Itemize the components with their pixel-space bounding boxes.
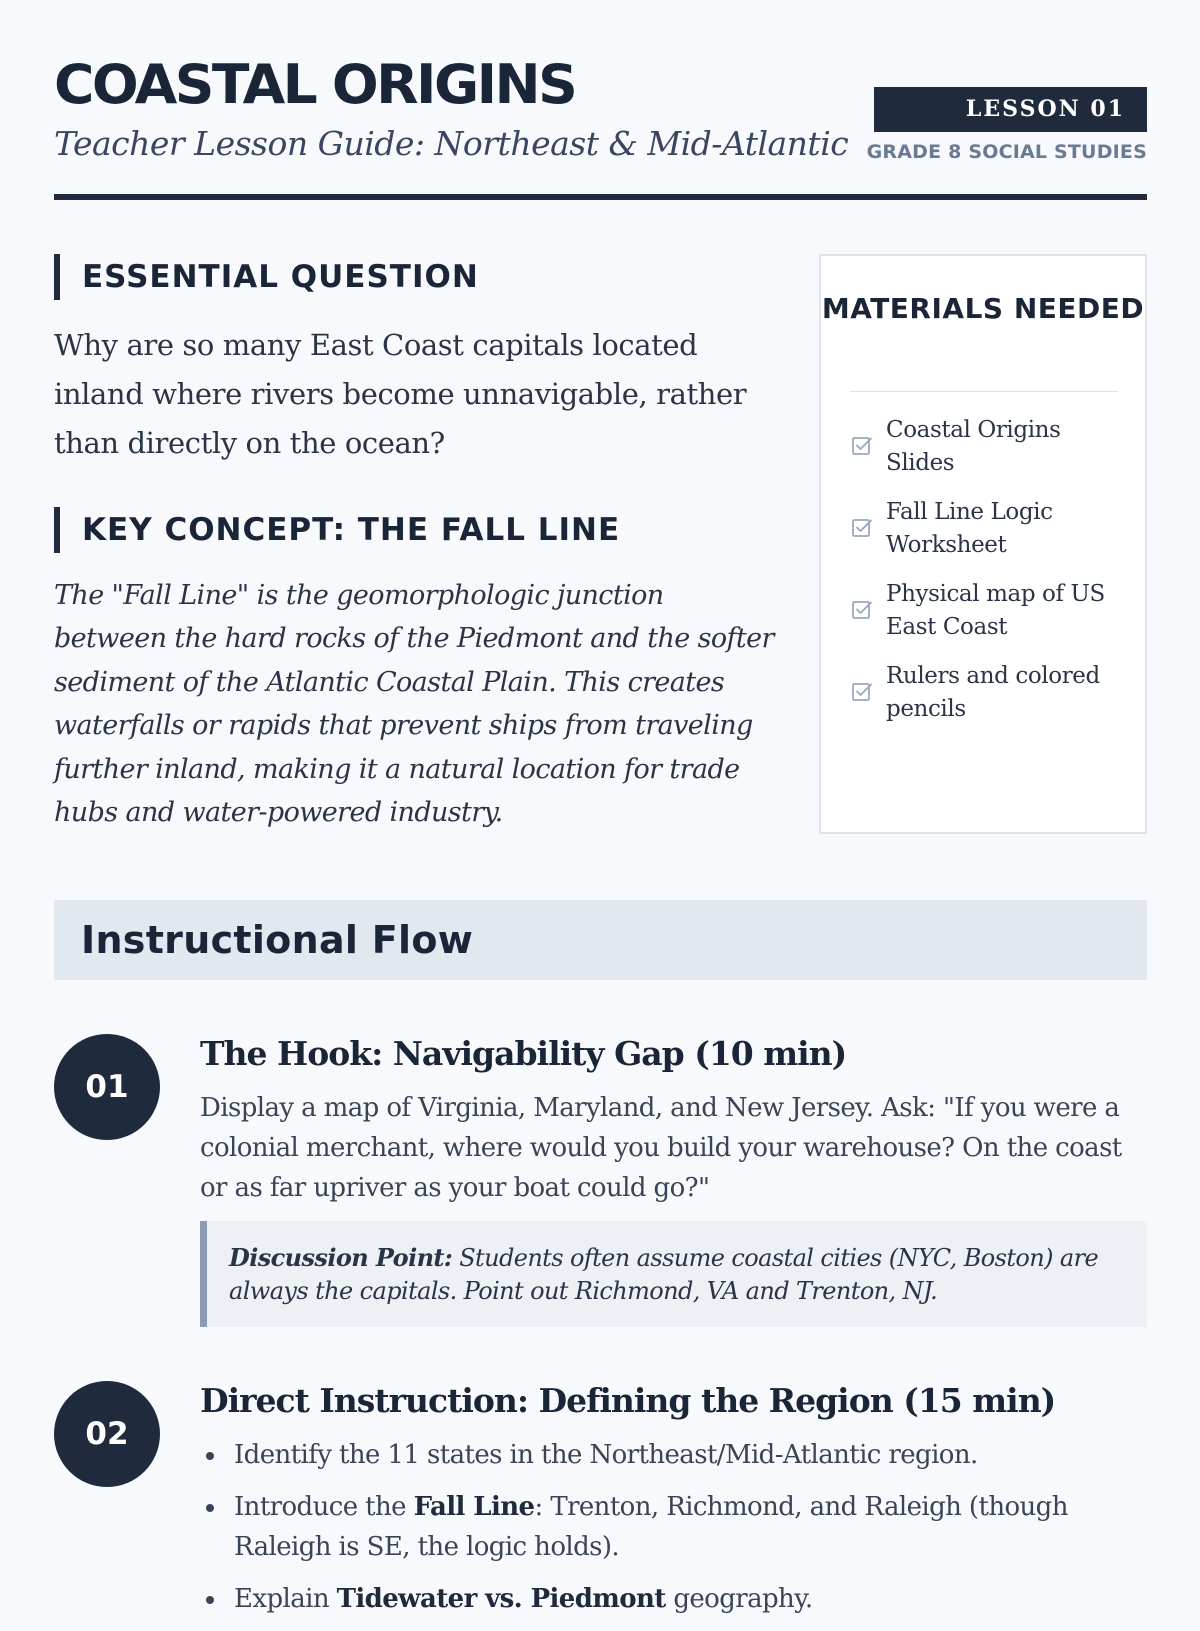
step-number-badge: 01 bbox=[54, 1034, 160, 1140]
discussion-text: Students often assume coastal cities (NYC, Boston) are always the capitals. Point out Richmond, VA and Trenton, NJ. bbox=[229, 1244, 1099, 1305]
step-title: The Hook: Navigability Gap (10 min) bbox=[200, 1034, 847, 1073]
bullet-text: Identify the 11 states in the Northeast/Mid-Atlantic region. bbox=[234, 1440, 978, 1470]
instructional-flow-banner bbox=[54, 900, 1147, 980]
key-concept-heading: KEY CONCEPT: THE FALL LINE bbox=[54, 507, 620, 553]
essential-question-heading: ESSENTIAL QUESTION bbox=[54, 254, 479, 300]
essential-question-text: Why are so many East Coast capitals located inland where rivers become unnavigable, rather than directly on the ocean? bbox=[54, 328, 747, 460]
bullet-emphasis: Fall Line bbox=[413, 1492, 535, 1522]
step-bullet-list bbox=[200, 1435, 1147, 1631]
materials-item-label: Rulers and colored pencils bbox=[886, 663, 1100, 722]
key-concept-text: The "Fall Line" is the geomorphologic junction between the hard rocks of the Piedmont and the softer sediment of the Atlantic Coastal Plain. This creates waterfalls or rapids that prevent ships from traveling further inland, making it a natural location for trade hubs and water-powered industry. bbox=[54, 580, 774, 829]
bullet-text: geography. bbox=[665, 1584, 813, 1614]
bullet-text: : Trenton, Richmond, and Raleigh (though Raleigh is SE, the logic holds). bbox=[234, 1492, 1068, 1562]
materials-title bbox=[821, 256, 1145, 332]
checkbox-icon bbox=[850, 434, 876, 460]
materials-item bbox=[850, 660, 1125, 726]
lesson-badge: LESSON 01 bbox=[874, 87, 1147, 132]
checkbox-icon bbox=[850, 598, 876, 624]
materials-card bbox=[819, 254, 1147, 834]
bullet-item bbox=[200, 1579, 1147, 1619]
checkbox-icon bbox=[850, 516, 876, 542]
page-subtitle: Teacher Lesson Guide: Northeast & Mid-Atlantic bbox=[54, 124, 849, 163]
header-divider bbox=[54, 194, 1147, 200]
materials-divider bbox=[850, 391, 1118, 392]
bullet-emphasis: Tidewater vs. Piedmont bbox=[336, 1584, 666, 1614]
materials-list bbox=[850, 414, 1125, 742]
bullet-item bbox=[200, 1435, 1147, 1475]
checkbox-icon bbox=[850, 680, 876, 706]
discussion-label: Discussion Point: bbox=[229, 1243, 453, 1272]
materials-item-label: Coastal Origins Slides bbox=[886, 417, 1061, 476]
page-title: COASTAL ORIGINS bbox=[54, 53, 576, 116]
materials-item bbox=[850, 496, 1125, 562]
step-title: Direct Instruction: Defining the Region (15 min) bbox=[200, 1381, 1056, 1420]
discussion-callout bbox=[200, 1221, 1147, 1327]
bullet-text: Introduce the bbox=[234, 1492, 414, 1522]
materials-title-text: MATERIALS NEEDED bbox=[821, 292, 1145, 325]
bullet-item bbox=[200, 1487, 1147, 1567]
materials-item-label: Fall Line Logic Worksheet bbox=[886, 499, 1053, 558]
materials-item bbox=[850, 414, 1125, 480]
step-description: Display a map of Virginia, Maryland, and New Jersey. Ask: "If you were a colonial merchant, where would you build your warehouse? On the coast or as far upriver as your boat could go?" bbox=[200, 1093, 1122, 1203]
materials-item-label: Physical map of US East Coast bbox=[886, 581, 1105, 640]
materials-item bbox=[850, 578, 1125, 644]
grade-label: GRADE 8 SOCIAL STUDIES bbox=[866, 141, 1147, 163]
step-number-badge: 02 bbox=[54, 1381, 160, 1487]
page-header bbox=[54, 52, 1147, 200]
bullet-text: Explain bbox=[234, 1584, 337, 1614]
instructional-flow-title: Instructional Flow bbox=[81, 918, 474, 962]
